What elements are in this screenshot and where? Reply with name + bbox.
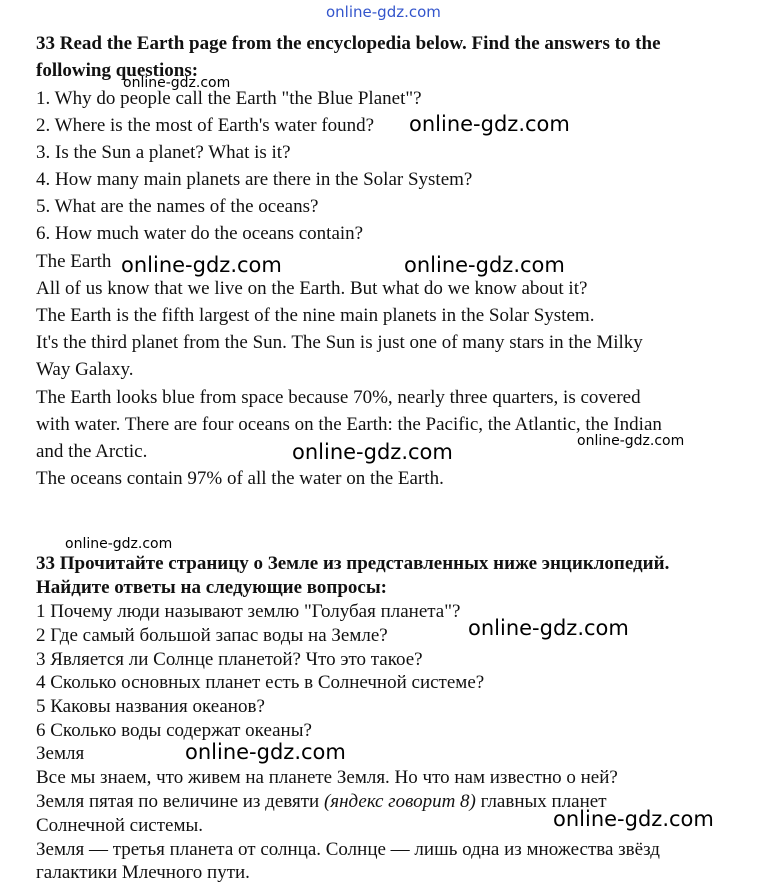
en-paragraph-line-8: The oceans contain 97% of all the water on the Earth.	[36, 468, 444, 489]
watermark: online-gdz.com	[409, 112, 570, 136]
watermark: online-gdz.com	[468, 616, 629, 640]
watermark: online-gdz.com	[65, 536, 173, 552]
en-paragraph-line-2: The Earth is the fifth largest of the nine main planets in the Solar System.	[36, 305, 595, 326]
en-question-3: 3. Is the Sun a planet? What is it?	[36, 142, 291, 163]
header-watermark: online-gdz.com	[326, 3, 441, 21]
watermark: online-gdz.com	[123, 75, 231, 91]
ru-question-4: 4 Сколько основных планет есть в Солнечной системе?	[36, 672, 485, 693]
watermark: online-gdz.com	[185, 740, 346, 764]
ru-article-title: Земля	[36, 743, 85, 764]
en-question-1: 1. Why do people call the Earth "the Blue Planet"?	[36, 88, 422, 109]
ru-paragraph-line-5: галактики Млечного пути.	[36, 862, 250, 883]
ru-line-2-start: Земля пятая по величине из девяти	[36, 791, 324, 812]
ru-question-5: 5 Каковы названия океанов?	[36, 696, 265, 717]
en-paragraph-line-7: and the Arctic.	[36, 441, 148, 462]
watermark: online-gdz.com	[553, 807, 714, 831]
ru-paragraph-line-2	[36, 790, 607, 814]
en-paragraph-line-6: with water. There are four oceans on the Earth: the Pacific, the Atlantic, the Indian	[36, 414, 662, 435]
ru-question-2: 2 Где самый большой запас воды на Земле?	[36, 625, 388, 646]
watermark: online-gdz.com	[404, 253, 565, 277]
ru-line-2-note: (яндекс говорит 8)	[323, 791, 476, 812]
ru-line-2-end: главных планет	[475, 791, 607, 812]
en-paragraph-line-5: The Earth looks blue from space because 70%, nearly three quarters, is covered	[36, 387, 641, 408]
en-article-title: The Earth	[36, 251, 112, 272]
ru-heading-line-2: Найдите ответы на следующие вопросы:	[36, 577, 388, 598]
watermark: online-gdz.com	[577, 433, 685, 449]
watermark: online-gdz.com	[121, 253, 282, 277]
watermark: online-gdz.com	[292, 440, 453, 464]
ru-heading-line-1: 33 Прочитайте страницу о Земле из представленных ниже энциклопедий.	[36, 553, 670, 574]
ru-question-3: 3 Является ли Солнце планетой? Что это такое?	[36, 649, 423, 670]
en-question-5: 5. What are the names of the oceans?	[36, 196, 319, 217]
en-paragraph-line-3: It's the third planet from the Sun. The Sun is just one of many stars in the Milky	[36, 332, 643, 353]
ru-question-6: 6 Сколько воды содержат океаны?	[36, 720, 312, 741]
en-question-6: 6. How much water do the oceans contain?	[36, 223, 364, 244]
en-question-4: 4. How many main planets are there in the Solar System?	[36, 169, 473, 190]
en-question-2: 2. Where is the most of Earth's water found?	[36, 115, 375, 136]
en-heading-line-2: following questions:	[36, 60, 199, 81]
en-paragraph-line-4: Way Galaxy.	[36, 359, 134, 380]
en-heading-line-1: 33 Read the Earth page from the encyclopedia below. Find the answers to the	[36, 33, 661, 54]
en-paragraph-line-1: All of us know that we live on the Earth. But what do we know about it?	[36, 278, 588, 299]
ru-paragraph-line-4: Земля — третья планета от солнца. Солнце — лишь одна из множества звёзд	[36, 839, 660, 860]
ru-question-1: 1 Почему люди называют землю "Голубая планета"?	[36, 601, 461, 622]
ru-paragraph-line-1: Все мы знаем, что живем на планете Земля. Но что нам известно о ней?	[36, 767, 618, 788]
ru-paragraph-line-3: Солнечной системы.	[36, 815, 203, 836]
